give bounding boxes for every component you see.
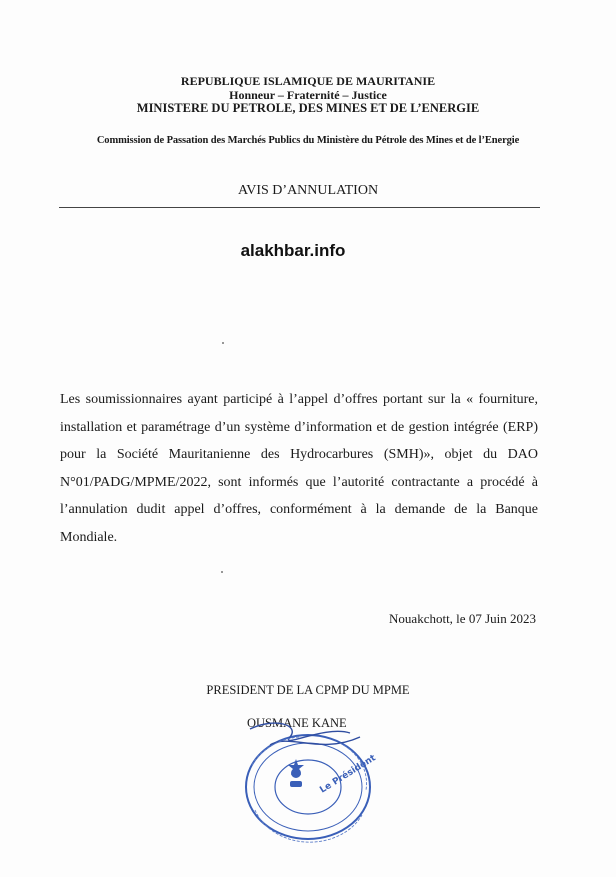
commission-heading: Commission de Passation des Marchés Publics du Ministère du Pétrole des Mines et de l’Energie <box>96 135 520 146</box>
notice-body: Les soumissionnaires ayant participé à l’appel d’offres portant sur la « fourniture, installation et paramétrage d’un système d’information et de gestion intégrée (ERP) pour la Société Mauritanienne des Hydrocarbures (SMH)», objet du DAO N°01/PADG/MPME/2022, sont informés que l’autorité contractante a procédé à l’annulation dudit appel d’offres, conformément à la demande de la Banque Mondiale. <box>60 392 538 545</box>
scan-speck <box>221 571 223 573</box>
date-line: Nouakchott, le 07 Juin 2023 <box>389 611 536 626</box>
title-divider <box>59 207 540 208</box>
scan-speck <box>222 342 224 344</box>
official-stamp-icon <box>230 715 380 845</box>
signatory-name: OUSMANE KANE <box>247 716 347 730</box>
country-heading: REPUBLIQUE ISLAMIQUE DE MAURITANIE <box>180 74 436 88</box>
national-motto: Honneur – Fraternité – Justice <box>229 88 387 102</box>
signatory-title: PRESIDENT DE LA CPMP DU MPME <box>206 683 410 697</box>
source-watermark: alakhbar.info <box>240 241 346 260</box>
document-title: AVIS D’ANNULATION <box>237 183 379 198</box>
ministry-heading: MINISTERE DU PETROLE, DES MINES ET DE L’ENERGIE <box>136 101 480 115</box>
stamp-center-text: Le Président <box>318 753 378 796</box>
